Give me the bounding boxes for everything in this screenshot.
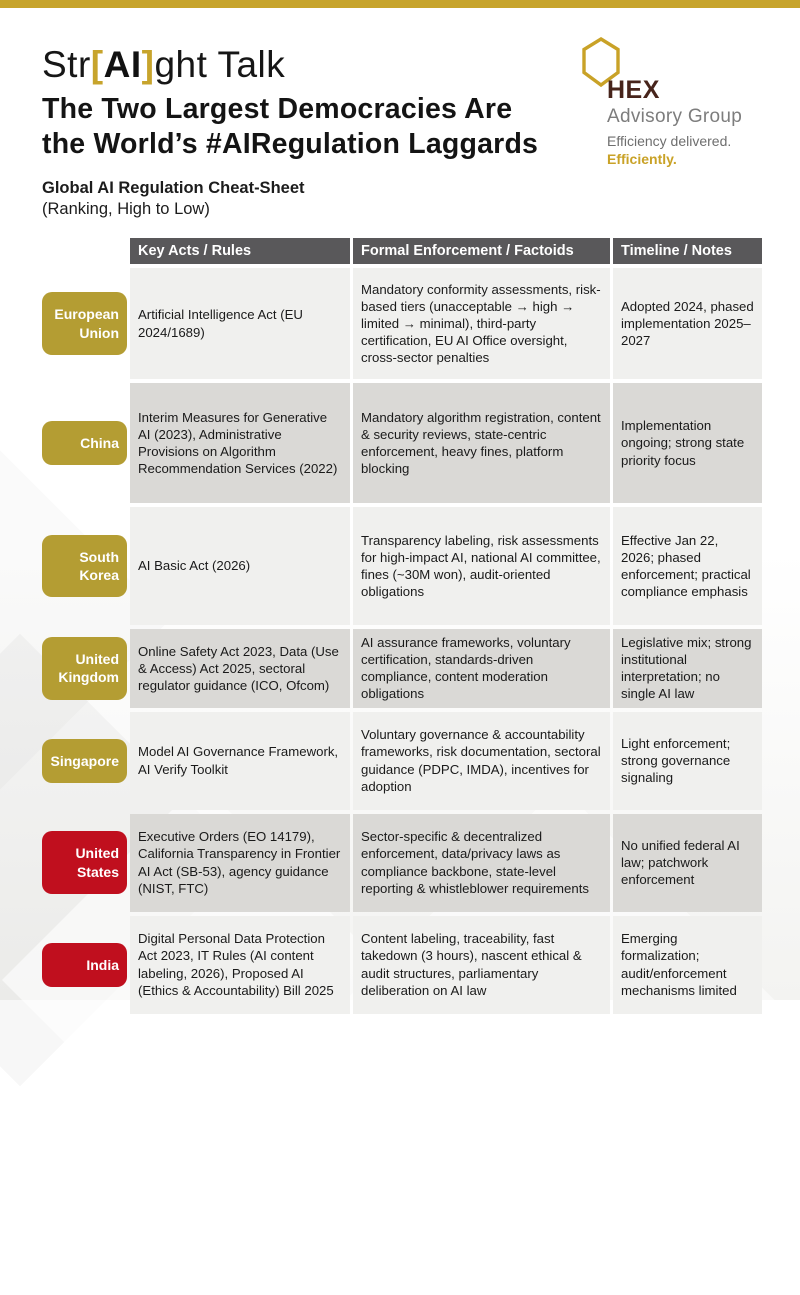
- cell-key-acts-text: Executive Orders (EO 14179), California Transparency in Frontier AI Act (SB-53), agency guidance (NIST, FTC): [138, 829, 341, 896]
- cell-key-acts: [130, 712, 350, 810]
- country-label-cell: [42, 268, 127, 379]
- logo-text-prefix: Str: [42, 44, 91, 85]
- country-label-text: India: [86, 956, 119, 973]
- column-header-1: [353, 238, 610, 264]
- hex-logo-subtitle: Advisory Group: [607, 106, 743, 127]
- cell-key-acts-text: Digital Personal Data Protection Act 2023, IT Rules (AI content labeling, 2026), Proposed AI (Ethics & Accountability) Bill 2025: [138, 931, 334, 998]
- country-label-cell: [42, 507, 127, 625]
- logo-ai-text: AI: [103, 44, 142, 85]
- country-label-text: China: [80, 434, 119, 451]
- cell-key-acts-text: AI Basic Act (2026): [138, 558, 251, 574]
- cell-enforcement: [353, 383, 610, 503]
- column-header-0-text: Key Acts / Rules: [138, 243, 252, 259]
- cell-timeline-text: Effective Jan 22, 2026; phased enforcement; practical compliance emphasis: [621, 532, 751, 600]
- sheet-subtitle: [42, 178, 305, 221]
- cell-enforcement-text: Mandatory conformity assessments, risk-based tiers (unacceptable → high → limited → minimal), third-party certification, EU AI Office oversight, cross-sector penalties: [361, 281, 601, 366]
- column-header-1-text: Formal Enforcement / Factoids: [361, 243, 574, 259]
- cell-key-acts: [130, 268, 350, 379]
- cell-enforcement-text: Voluntary governance & accountability frameworks, risk documentation, sectoral guidance (PDPC, IMDA), incentives for adoption: [361, 727, 601, 794]
- cell-timeline-text: Adopted 2024, phased implementation 2025–2027: [621, 298, 754, 349]
- cell-timeline-text: Light enforcement; strong governance signaling: [621, 735, 731, 786]
- cell-key-acts-text: Online Safety Act 2023, Data (Use & Access) Act 2025, sectoral regulator guidance (ICO, Ofcom): [138, 643, 339, 693]
- logo-bracket-close: ]: [141, 44, 155, 85]
- cell-timeline: [613, 383, 762, 503]
- title-line-2: the World’s #AIRegulation Laggards: [42, 128, 539, 161]
- cell-timeline-text: Emerging formalization; audit/enforcement mechanisms limited: [621, 931, 737, 998]
- country-label-cell: [42, 712, 127, 810]
- cell-key-acts: [130, 916, 350, 1014]
- cell-enforcement: [353, 712, 610, 810]
- cell-timeline-text: Implementation ongoing; strong state priority focus: [621, 418, 745, 468]
- cell-timeline: [613, 916, 762, 1014]
- country-label: [42, 421, 127, 465]
- header-spacer: [42, 238, 127, 264]
- regulation-table: [42, 238, 762, 1014]
- country-label-cell: [42, 916, 127, 1014]
- country-label-cell: [42, 814, 127, 912]
- column-header-2-text: Timeline / Notes: [621, 243, 732, 259]
- hex-tagline-2: Efficiently.: [607, 151, 677, 167]
- publication-logo: [42, 44, 285, 86]
- page-title: [42, 92, 582, 162]
- cell-key-acts: [130, 629, 350, 708]
- cell-timeline: [613, 629, 762, 708]
- subtitle-line-1: Global AI Regulation Cheat-Sheet: [42, 179, 305, 197]
- country-label-cell: [42, 629, 127, 708]
- cell-enforcement-text: Sector-specific & decentralized enforcement, data/privacy laws as compliance backbone, state-level reporting & whistleblower requirements: [361, 829, 589, 896]
- country-label: [42, 637, 127, 699]
- cell-enforcement-text: Content labeling, traceability, fast takedown (3 hours), nascent ethical & audit structures, parliamentary deliberation on AI law: [361, 931, 582, 998]
- cell-key-acts-text: Interim Measures for Generative AI (2023), Administrative Provisions on Algorithm Recommendation Services (2022): [138, 409, 338, 477]
- cell-enforcement: [353, 507, 610, 625]
- cell-key-acts-text: Artificial Intelligence Act (EU 2024/1689): [138, 307, 303, 340]
- cell-key-acts-text: Model AI Governance Framework, AI Verify Toolkit: [138, 744, 339, 777]
- country-label-text: United Kingdom: [58, 651, 119, 686]
- hex-logo-name: HEX: [607, 76, 660, 104]
- country-label: [42, 739, 127, 783]
- cell-enforcement-text: AI assurance frameworks, voluntary certification, standards-driven compliance, content moderation obligations: [361, 635, 571, 702]
- cell-enforcement: [353, 268, 610, 379]
- cell-enforcement-text: Mandatory algorithm registration, content & security reviews, state-centric enforcement, heavy fines, platform blocking: [361, 409, 601, 477]
- country-label: [42, 292, 127, 354]
- subtitle-line-2: (Ranking, High to Low): [42, 200, 210, 219]
- country-label-cell: [42, 383, 127, 503]
- country-label-text: Singapore: [50, 752, 119, 769]
- cell-timeline: [613, 814, 762, 912]
- cell-enforcement: [353, 814, 610, 912]
- cell-timeline: [613, 712, 762, 810]
- cell-timeline-text: Legislative mix; strong institutional interpretation; no single AI law: [621, 635, 752, 702]
- cell-key-acts: [130, 814, 350, 912]
- title-line-1: The Two Largest Democracies Are: [42, 93, 513, 125]
- cell-timeline: [613, 507, 762, 625]
- cell-enforcement: [353, 916, 610, 1014]
- cell-key-acts: [130, 507, 350, 625]
- column-header-0: [130, 238, 350, 264]
- country-label-text: European Union: [54, 306, 119, 341]
- cell-timeline-text: No unified federal AI law; patchwork enforcement: [621, 837, 740, 888]
- logo-text-suffix: ght Talk: [154, 44, 286, 85]
- country-label: [42, 831, 127, 893]
- top-accent-bar: [0, 0, 800, 8]
- country-label-text: South Korea: [79, 548, 119, 583]
- column-header-2: [613, 238, 762, 264]
- country-label: [42, 943, 127, 987]
- cell-key-acts: [130, 383, 350, 503]
- country-label: [42, 535, 127, 597]
- cell-timeline: [613, 268, 762, 379]
- country-label-text: United States: [75, 845, 119, 880]
- logo-bracket-open: [: [90, 44, 104, 85]
- cell-enforcement: [353, 629, 610, 708]
- hex-advisory-logo: [580, 36, 765, 176]
- hex-tagline-1: Efficiency delivered.: [607, 133, 732, 149]
- cell-enforcement-text: Transparency labeling, risk assessments for high-impact AI, national AI committee, fines (~30M won), audit-oriented obligations: [361, 532, 601, 600]
